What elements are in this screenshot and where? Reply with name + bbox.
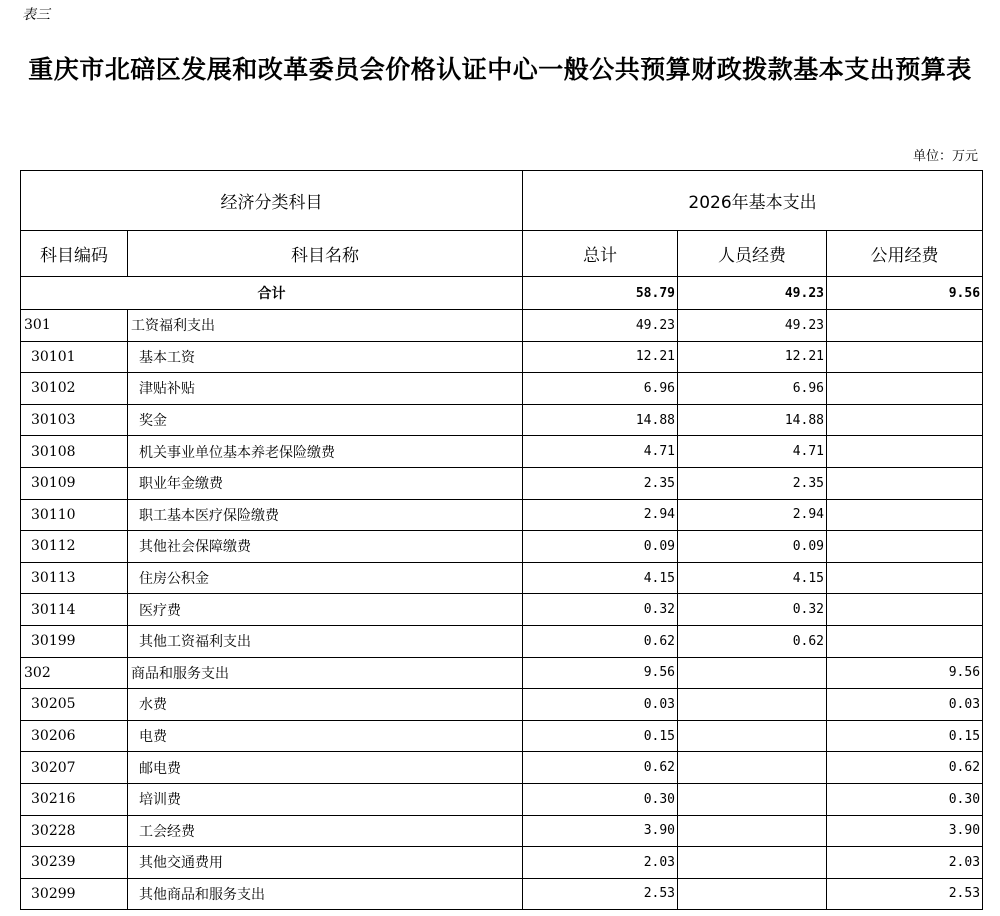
row-name: 工资福利支出	[128, 310, 523, 342]
row-personnel: 6.96	[678, 373, 827, 405]
row-code: 30103	[21, 404, 128, 436]
row-public	[827, 341, 983, 373]
header-row-2	[21, 231, 983, 277]
unit-label: 单位：万元	[912, 149, 978, 164]
row-total: 0.32	[523, 594, 678, 626]
row-public: 0.03	[827, 689, 983, 721]
row-name: 其他社会保障缴费	[128, 531, 523, 563]
row-total: 0.62	[523, 752, 678, 784]
total-label: 合计	[21, 277, 523, 310]
table-row	[21, 531, 983, 563]
row-public	[827, 594, 983, 626]
row-personnel: 14.88	[678, 404, 827, 436]
row-code: 30110	[21, 499, 128, 531]
row-total: 49.23	[523, 310, 678, 342]
row-total: 0.15	[523, 720, 678, 752]
row-code: 30113	[21, 562, 128, 594]
table-row	[21, 373, 983, 405]
header-basic-expenditure: 2026年基本支出	[523, 171, 983, 231]
row-public	[827, 373, 983, 405]
header-code: 科目编码	[21, 231, 128, 277]
table-row	[21, 467, 983, 499]
row-personnel	[678, 878, 827, 910]
row-name: 奖金	[128, 404, 523, 436]
table-row	[21, 878, 983, 910]
row-personnel: 12.21	[678, 341, 827, 373]
row-name: 津贴补贴	[128, 373, 523, 405]
row-name: 培训费	[128, 783, 523, 815]
row-code: 30205	[21, 689, 128, 721]
row-total: 12.21	[523, 341, 678, 373]
row-total: 6.96	[523, 373, 678, 405]
header-name: 科目名称	[128, 231, 523, 277]
row-personnel: 0.32	[678, 594, 827, 626]
row-total: 2.53	[523, 878, 678, 910]
table-row	[21, 689, 983, 721]
row-code: 30112	[21, 531, 128, 563]
row-code: 30108	[21, 436, 128, 468]
total-row	[21, 277, 983, 310]
table-row	[21, 562, 983, 594]
table-row	[21, 657, 983, 689]
table-row	[21, 499, 983, 531]
total-total: 58.79	[523, 277, 678, 310]
row-name: 职业年金缴费	[128, 467, 523, 499]
row-code: 30228	[21, 815, 128, 847]
table-row	[21, 783, 983, 815]
row-code: 30109	[21, 467, 128, 499]
row-total: 0.62	[523, 625, 678, 657]
header-public: 公用经费	[827, 231, 983, 277]
row-code: 30239	[21, 847, 128, 879]
row-name: 基本工资	[128, 341, 523, 373]
row-public	[827, 499, 983, 531]
row-total: 2.35	[523, 467, 678, 499]
row-total: 14.88	[523, 404, 678, 436]
row-name: 其他商品和服务支出	[128, 878, 523, 910]
row-personnel: 0.09	[678, 531, 827, 563]
row-personnel: 49.23	[678, 310, 827, 342]
row-total: 0.30	[523, 783, 678, 815]
row-public	[827, 562, 983, 594]
row-personnel	[678, 783, 827, 815]
row-code: 30101	[21, 341, 128, 373]
row-personnel: 4.15	[678, 562, 827, 594]
row-public: 9.56	[827, 657, 983, 689]
total-personnel: 49.23	[678, 277, 827, 310]
row-code: 30102	[21, 373, 128, 405]
header-row-1	[21, 171, 983, 231]
row-public	[827, 467, 983, 499]
row-personnel	[678, 720, 827, 752]
header-total: 总计	[523, 231, 678, 277]
row-public	[827, 531, 983, 563]
header-economic-category: 经济分类科目	[21, 171, 523, 231]
table-number-label: 表三	[22, 7, 50, 23]
row-code: 30199	[21, 625, 128, 657]
row-total: 4.15	[523, 562, 678, 594]
row-personnel	[678, 815, 827, 847]
row-name: 职工基本医疗保险缴费	[128, 499, 523, 531]
table-row	[21, 815, 983, 847]
total-public: 9.56	[827, 277, 983, 310]
header-personnel: 人员经费	[678, 231, 827, 277]
row-name: 其他交通费用	[128, 847, 523, 879]
row-name: 水费	[128, 689, 523, 721]
row-code: 302	[21, 657, 128, 689]
table-row	[21, 310, 983, 342]
row-code: 301	[21, 310, 128, 342]
row-public: 3.90	[827, 815, 983, 847]
row-public: 0.62	[827, 752, 983, 784]
budget-table	[20, 170, 983, 910]
row-total: 9.56	[523, 657, 678, 689]
row-name: 电费	[128, 720, 523, 752]
row-total: 2.94	[523, 499, 678, 531]
row-public	[827, 404, 983, 436]
row-code: 30216	[21, 783, 128, 815]
row-personnel	[678, 689, 827, 721]
row-code: 30114	[21, 594, 128, 626]
row-personnel: 2.94	[678, 499, 827, 531]
row-public: 0.15	[827, 720, 983, 752]
table-row	[21, 341, 983, 373]
row-personnel	[678, 847, 827, 879]
row-name: 工会经费	[128, 815, 523, 847]
row-name: 住房公积金	[128, 562, 523, 594]
row-public	[827, 436, 983, 468]
row-public: 2.03	[827, 847, 983, 879]
row-code: 30207	[21, 752, 128, 784]
row-code: 30206	[21, 720, 128, 752]
table-row	[21, 752, 983, 784]
row-public: 2.53	[827, 878, 983, 910]
row-name: 其他工资福利支出	[128, 625, 523, 657]
table-row	[21, 847, 983, 879]
row-name: 邮电费	[128, 752, 523, 784]
row-total: 0.09	[523, 531, 678, 563]
row-name: 机关事业单位基本养老保险缴费	[128, 436, 523, 468]
row-public	[827, 625, 983, 657]
row-personnel	[678, 752, 827, 784]
row-public	[827, 310, 983, 342]
row-public: 0.30	[827, 783, 983, 815]
row-personnel: 4.71	[678, 436, 827, 468]
row-total: 3.90	[523, 815, 678, 847]
table-row	[21, 720, 983, 752]
page-title: 重庆市北碚区发展和改革委员会价格认证中心一般公共预算财政拨款基本支出预算表	[28, 55, 972, 84]
row-total: 0.03	[523, 689, 678, 721]
table-row	[21, 404, 983, 436]
table-row	[21, 625, 983, 657]
row-name: 商品和服务支出	[128, 657, 523, 689]
row-total: 2.03	[523, 847, 678, 879]
row-personnel: 2.35	[678, 467, 827, 499]
row-name: 医疗费	[128, 594, 523, 626]
row-personnel: 0.62	[678, 625, 827, 657]
row-code: 30299	[21, 878, 128, 910]
row-total: 4.71	[523, 436, 678, 468]
table-row	[21, 594, 983, 626]
row-personnel	[678, 657, 827, 689]
table-row	[21, 436, 983, 468]
